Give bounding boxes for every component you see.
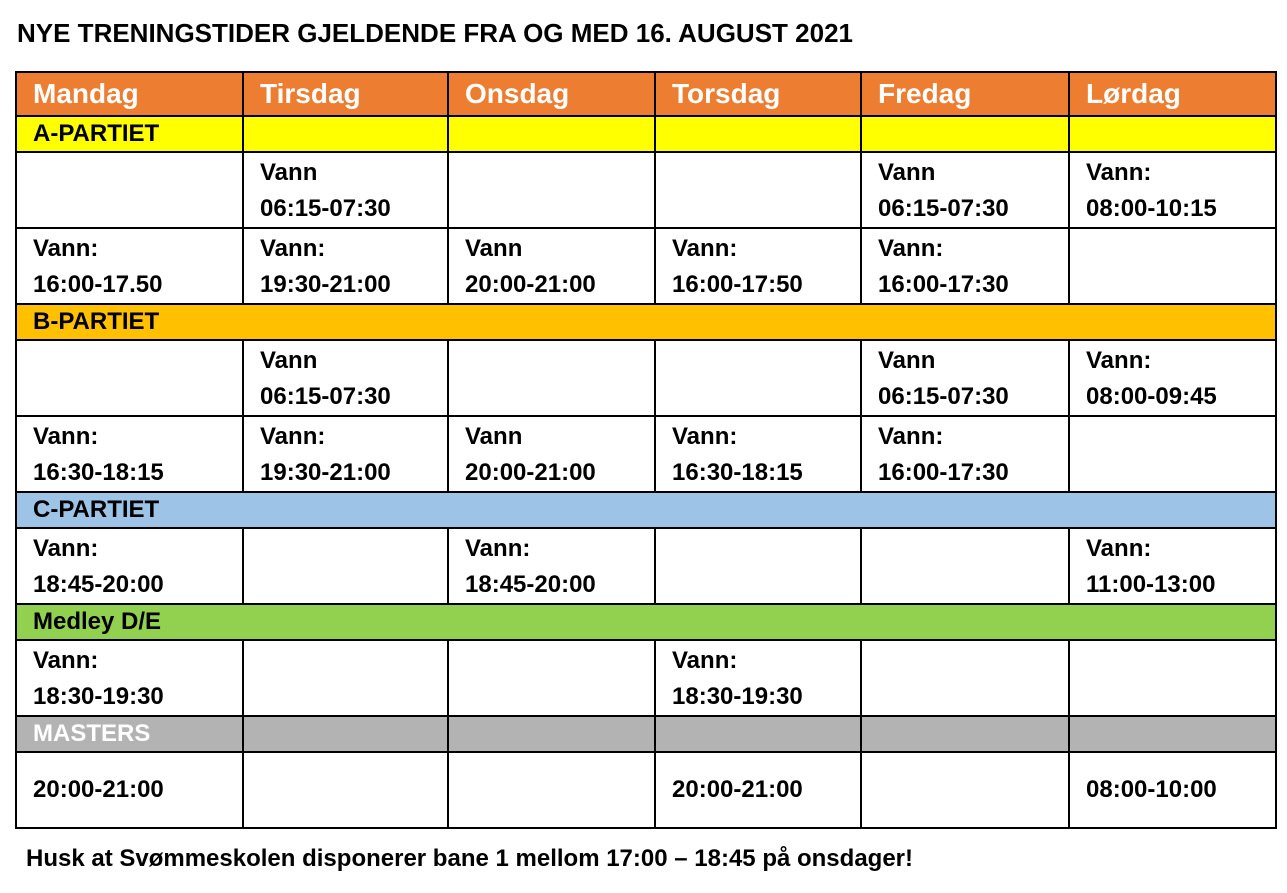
day-header-tirsdag: Tirsdag <box>243 72 448 116</box>
cell-time: 16:00-17:30 <box>878 459 1009 486</box>
day-header-lordag: Lørdag <box>1069 72 1276 116</box>
section-header-cell <box>1069 116 1276 152</box>
day-header-torsdag: Torsdag <box>655 72 861 116</box>
schedule-table <box>15 71 1277 829</box>
schedule-cell <box>16 340 243 416</box>
table-row <box>16 416 1276 492</box>
cell-time: 18:30-19:30 <box>33 683 164 710</box>
section-label: MASTERS <box>16 716 243 752</box>
schedule-cell <box>861 528 1069 604</box>
cell-label: Vann: <box>878 423 944 450</box>
footer-note: Husk at Svømmeskolen disponerer bane 1 mellom 17:00 – 18:45 på onsdager! <box>26 845 914 872</box>
schedule-cell <box>861 752 1069 828</box>
schedule-cell <box>655 152 861 228</box>
cell-time: 20:00-21:00 <box>465 459 596 486</box>
schedule-cell <box>16 152 243 228</box>
cell-time: 16:00-17:50 <box>672 271 803 298</box>
section-header-cell <box>1069 716 1276 752</box>
schedule-cell <box>16 752 243 828</box>
section-header-b-partiet <box>16 304 1276 340</box>
schedule-cell <box>1069 416 1276 492</box>
schedule-cell <box>243 416 448 492</box>
schedule-cell <box>861 340 1069 416</box>
page-title: NYE TRENINGSTIDER GJELDENDE FRA OG MED 16. AUGUST 2021 <box>17 18 853 48</box>
cell-label: Vann: <box>672 235 738 262</box>
cell-label: Vann: <box>260 423 326 450</box>
table-row <box>16 640 1276 716</box>
cell-time: 19:30-21:00 <box>260 271 391 298</box>
schedule-cell <box>861 152 1069 228</box>
cell-label: Vann: <box>33 423 99 450</box>
cell-time: 11:00-13:00 <box>1086 571 1216 598</box>
schedule-cell <box>448 340 655 416</box>
section-label: Medley D/E <box>16 604 1276 640</box>
cell-time: 20:00-21:00 <box>33 776 164 803</box>
section-header-cell <box>243 716 448 752</box>
schedule-cell <box>448 528 655 604</box>
section-label: B-PARTIET <box>16 304 1276 340</box>
cell-time: 08:00-09:45 <box>1086 383 1217 410</box>
table-row <box>16 228 1276 304</box>
cell-label: Vann: <box>465 535 531 562</box>
schedule-cell <box>448 228 655 304</box>
cell-time: 08:00-10:15 <box>1086 195 1217 222</box>
cell-time: 06:15-07:30 <box>878 383 1009 410</box>
cell-time: 16:30-18:15 <box>33 459 164 486</box>
section-header-cell <box>448 116 655 152</box>
table-row <box>16 152 1276 228</box>
schedule-cell <box>448 152 655 228</box>
schedule-cell <box>861 228 1069 304</box>
schedule-cell <box>655 528 861 604</box>
schedule-body <box>16 116 1276 828</box>
cell-label: Vann: <box>672 423 738 450</box>
cell-time: 16:00-17.50 <box>33 271 163 298</box>
cell-time: 06:15-07:30 <box>260 383 391 410</box>
section-label: A-PARTIET <box>16 116 243 152</box>
cell-label: Vann <box>465 235 523 262</box>
schedule-cell <box>448 752 655 828</box>
cell-label: Vann <box>878 347 936 374</box>
schedule-cell <box>16 228 243 304</box>
cell-label: Vann <box>878 159 936 186</box>
schedule-cell <box>448 640 655 716</box>
table-row <box>16 340 1276 416</box>
schedule-cell <box>243 528 448 604</box>
schedule-cell <box>243 228 448 304</box>
cell-time: 18:30-19:30 <box>672 683 803 710</box>
schedule-cell <box>243 640 448 716</box>
cell-label: Vann <box>465 423 523 450</box>
cell-label: Vann <box>260 159 318 186</box>
cell-label: Vann: <box>33 235 99 262</box>
schedule-cell <box>16 528 243 604</box>
section-header-cell <box>243 116 448 152</box>
section-header-cell <box>655 716 861 752</box>
day-header-row <box>16 72 1276 116</box>
day-header-fredag: Fredag <box>861 72 1069 116</box>
section-header-cell <box>655 116 861 152</box>
cell-label: Vann: <box>1086 159 1152 186</box>
cell-label: Vann <box>260 347 318 374</box>
schedule-cell <box>448 416 655 492</box>
cell-time: 19:30-21:00 <box>260 459 391 486</box>
section-label: C-PARTIET <box>16 492 1276 528</box>
section-header-cell <box>448 716 655 752</box>
schedule-cell <box>1069 152 1276 228</box>
cell-time: 16:30-18:15 <box>672 459 803 486</box>
schedule-cell <box>655 640 861 716</box>
schedule-cell <box>1069 228 1276 304</box>
table-row <box>16 752 1276 828</box>
section-header-masters <box>16 716 1276 752</box>
schedule-cell <box>243 340 448 416</box>
cell-label: Vann: <box>1086 535 1152 562</box>
cell-time: 18:45-20:00 <box>465 571 596 598</box>
schedule-cell <box>655 228 861 304</box>
cell-time: 18:45-20:00 <box>33 571 164 598</box>
day-header-onsdag: Onsdag <box>448 72 655 116</box>
schedule-cell <box>243 752 448 828</box>
section-header-cell <box>861 716 1069 752</box>
cell-label: Vann: <box>672 647 738 674</box>
cell-time: 16:00-17:30 <box>878 271 1009 298</box>
schedule-cell <box>16 640 243 716</box>
schedule-cell <box>1069 528 1276 604</box>
section-header-medley-de <box>16 604 1276 640</box>
schedule-cell <box>1069 640 1276 716</box>
schedule-cell <box>243 152 448 228</box>
schedule-cell <box>655 340 861 416</box>
cell-label: Vann: <box>33 647 99 674</box>
schedule-cell <box>861 640 1069 716</box>
cell-time: 20:00-21:00 <box>672 776 803 803</box>
section-header-c-partiet <box>16 492 1276 528</box>
schedule-cell <box>1069 340 1276 416</box>
schedule-cell <box>861 416 1069 492</box>
schedule-cell <box>1069 752 1276 828</box>
schedule-cell <box>16 416 243 492</box>
cell-label: Vann: <box>33 535 99 562</box>
day-header-mandag: Mandag <box>16 72 243 116</box>
cell-time: 06:15-07:30 <box>878 195 1009 222</box>
cell-label: Vann: <box>1086 347 1152 374</box>
table-row <box>16 528 1276 604</box>
cell-time: 08:00-10:00 <box>1086 776 1217 803</box>
section-header-a-partiet <box>16 116 1276 152</box>
cell-label: Vann: <box>878 235 944 262</box>
cell-time: 06:15-07:30 <box>260 195 391 222</box>
cell-time: 20:00-21:00 <box>465 271 596 298</box>
section-header-cell <box>861 116 1069 152</box>
cell-label: Vann: <box>260 235 326 262</box>
schedule-cell <box>655 752 861 828</box>
schedule-cell <box>655 416 861 492</box>
